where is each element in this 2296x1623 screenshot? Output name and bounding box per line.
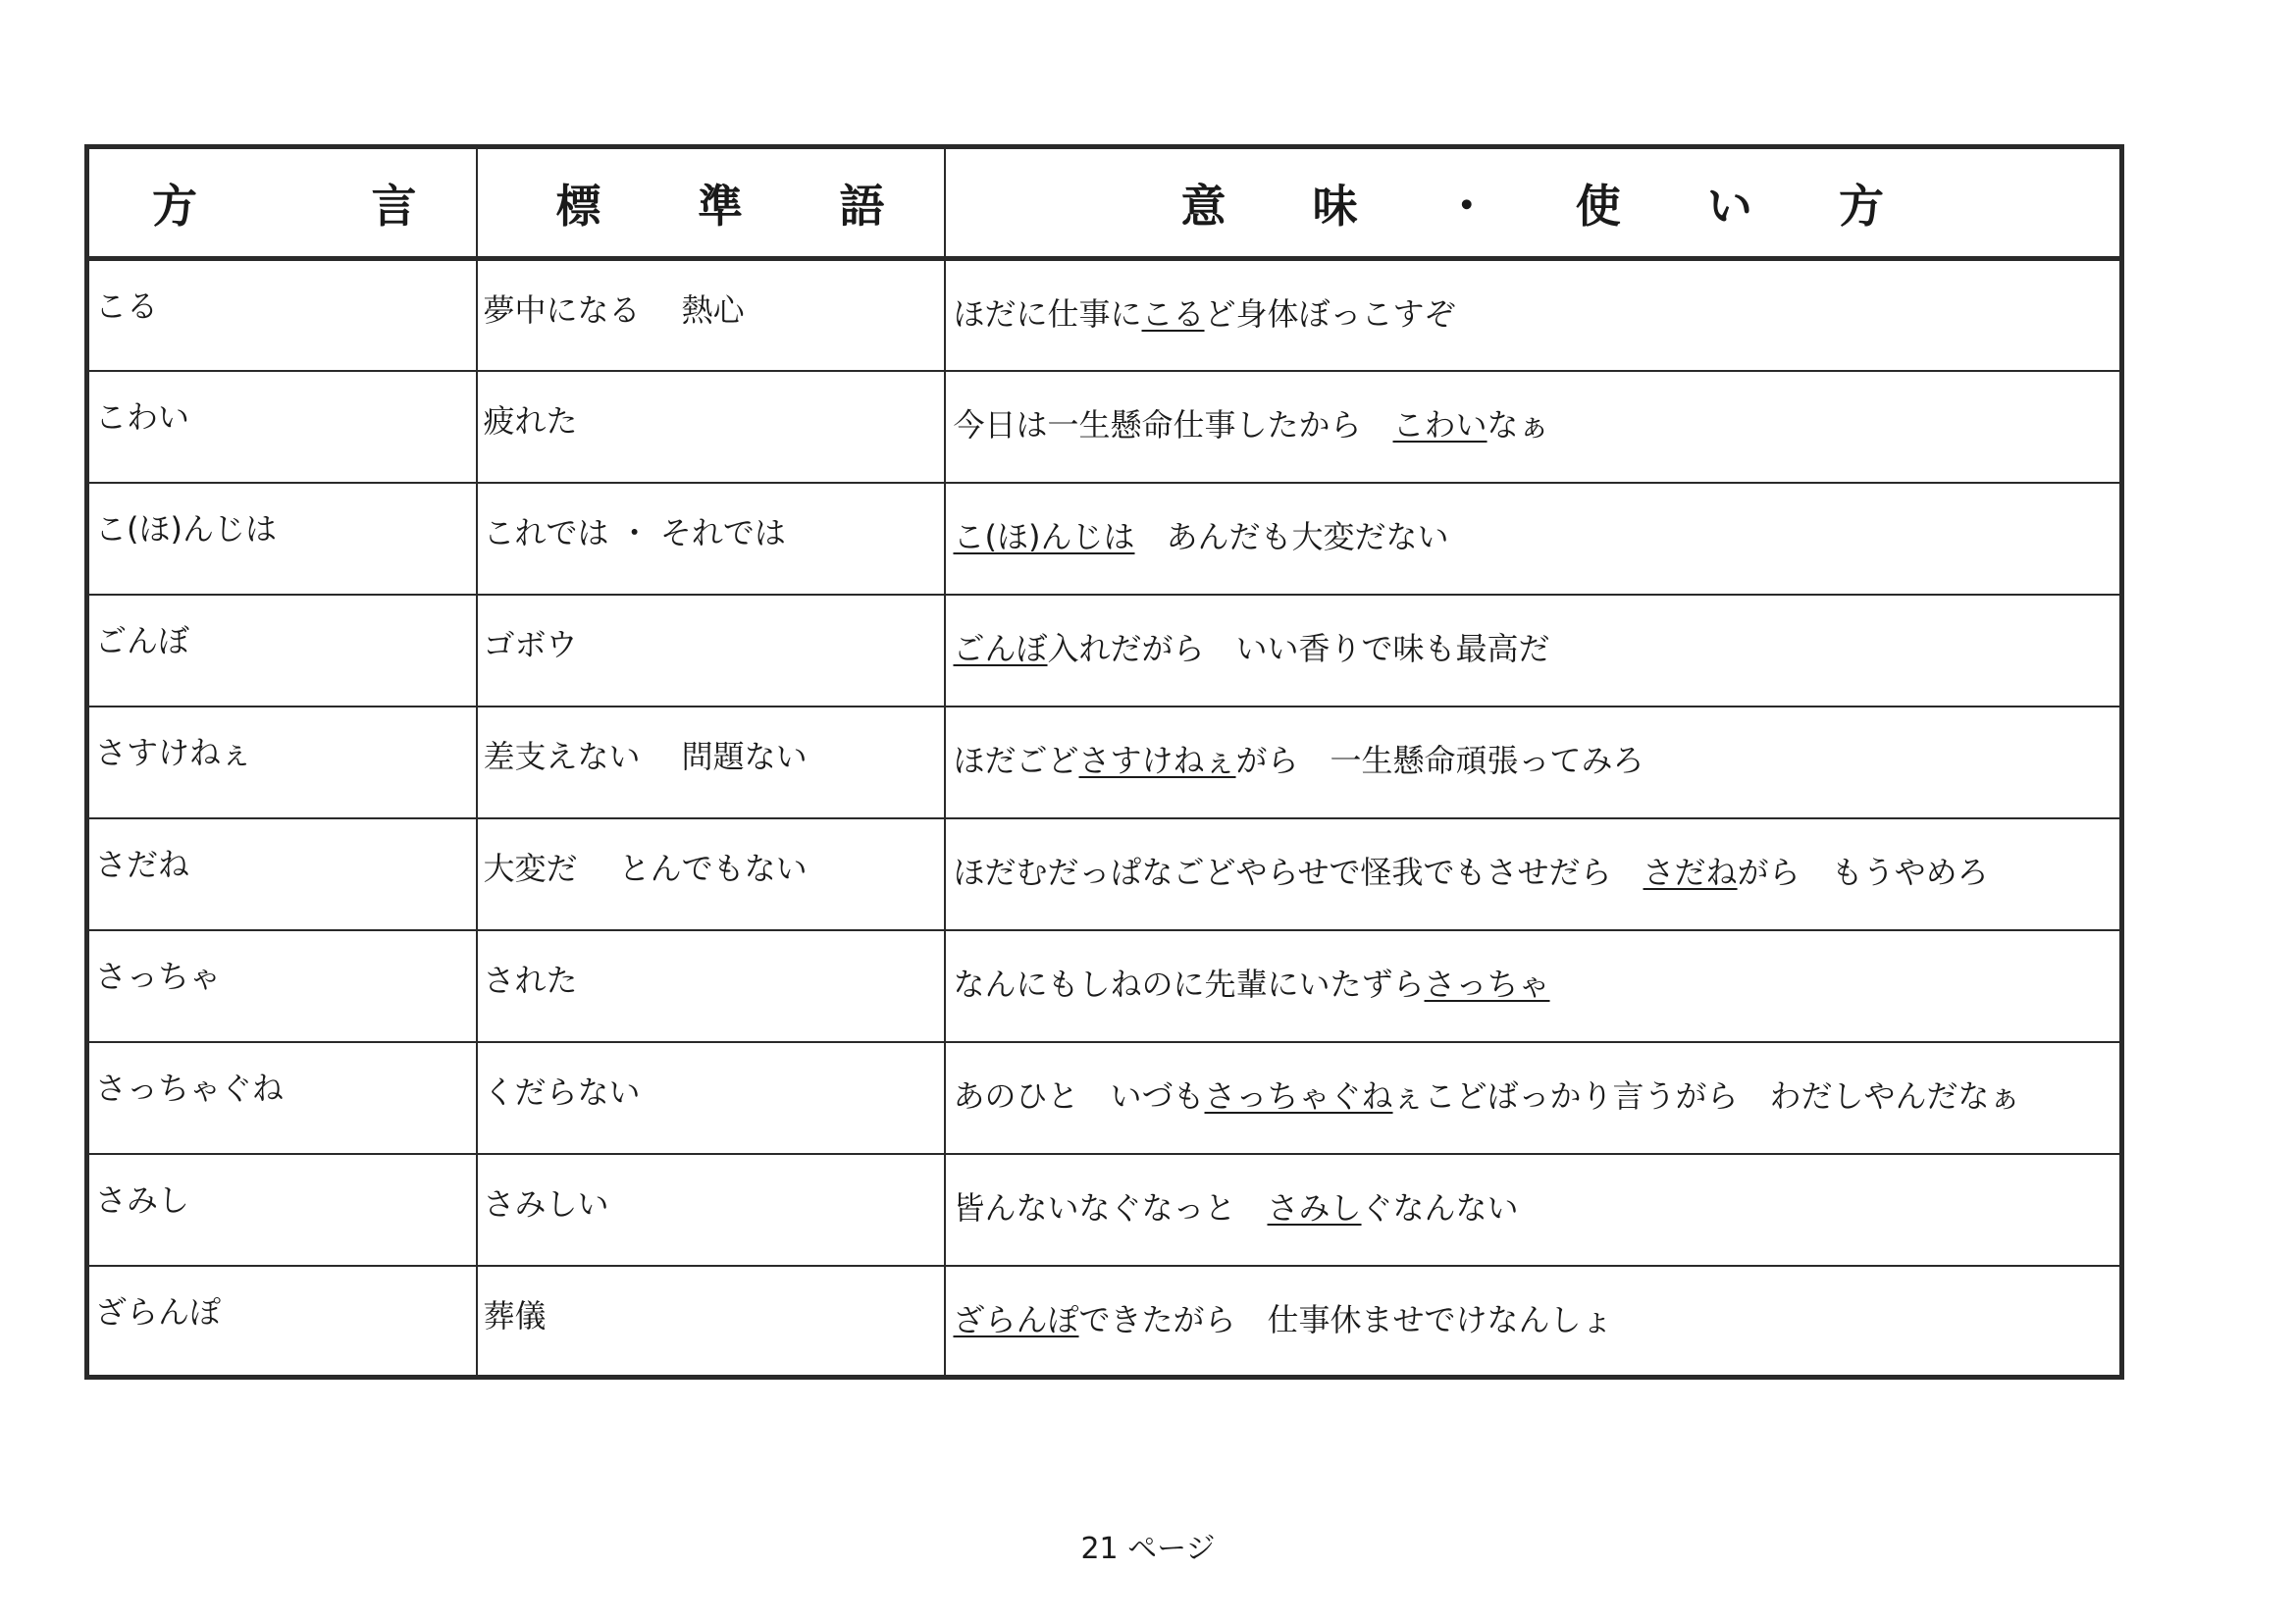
header-dialect bbox=[87, 147, 477, 259]
header-char: ・ bbox=[1443, 179, 1489, 233]
table-row bbox=[87, 707, 2122, 818]
dialect-cell: さみし bbox=[87, 1154, 477, 1266]
standard-cell: 差支えない 問題ない bbox=[477, 707, 945, 818]
usage-text: がら もうやめろ bbox=[1737, 853, 1989, 891]
standard-cell: さみしい bbox=[477, 1154, 945, 1266]
table-row bbox=[87, 1042, 2122, 1154]
usage-text: 皆んないなぐなっと bbox=[953, 1188, 1268, 1227]
usage-underlined-term: こわい bbox=[1392, 405, 1487, 444]
standard-cell: これでは ・ それでは bbox=[477, 483, 945, 595]
table-header bbox=[87, 147, 2122, 259]
usage-text: ほだむだっぱなごどやらせで怪我でもさせだら bbox=[953, 853, 1644, 891]
table-row bbox=[87, 1154, 2122, 1266]
usage-text: あんだも大変だない bbox=[1134, 517, 1449, 555]
usage-cell bbox=[945, 371, 2122, 483]
usage-text: ぐなんない bbox=[1361, 1188, 1519, 1227]
standard-cell: された bbox=[477, 930, 945, 1042]
header-standard bbox=[477, 147, 945, 259]
table-body bbox=[87, 259, 2122, 1378]
usage-underlined-term: ざらんぽ bbox=[953, 1300, 1079, 1338]
table-row bbox=[87, 1266, 2122, 1378]
header-char: 方 bbox=[152, 179, 197, 233]
usage-text: がら 一生懸命頑張ってみろ bbox=[1235, 741, 1644, 779]
header-usage-text bbox=[946, 171, 2120, 236]
header-char: 標 bbox=[555, 179, 601, 233]
standard-cell: 疲れた bbox=[477, 371, 945, 483]
usage-cell bbox=[945, 1266, 2122, 1378]
header-char: 意 bbox=[1180, 179, 1226, 233]
usage-underlined-term: ごんぼ bbox=[953, 629, 1048, 667]
header-char: い bbox=[1706, 179, 1752, 233]
usage-text: 入れだがら いい香りで味も最高だ bbox=[1047, 629, 1550, 667]
usage-underlined-term: さっちゃ bbox=[1424, 965, 1550, 1003]
header-dialect-text bbox=[89, 171, 476, 236]
usage-cell bbox=[945, 595, 2122, 707]
dialect-cell: さすけねぇ bbox=[87, 707, 477, 818]
header-char: 方 bbox=[1838, 179, 1884, 233]
dialect-cell: ごんぼ bbox=[87, 595, 477, 707]
usage-cell bbox=[945, 707, 2122, 818]
usage-underlined-term: さすけねぇ bbox=[1078, 741, 1236, 779]
dialect-cell: さだね bbox=[87, 818, 477, 930]
usage-cell bbox=[945, 1042, 2122, 1154]
table-row bbox=[87, 259, 2122, 371]
header-char: 準 bbox=[698, 179, 743, 233]
header-standard-text bbox=[478, 171, 944, 236]
dialect-table bbox=[84, 144, 2124, 1380]
table-row bbox=[87, 930, 2122, 1042]
usage-text: ほだに仕事に bbox=[953, 295, 1142, 333]
header-char: 言 bbox=[371, 179, 417, 233]
dialect-cell: さっちゃ bbox=[87, 930, 477, 1042]
page-number: 21 ページ bbox=[1080, 1532, 1216, 1566]
usage-underlined-term: さだね bbox=[1643, 853, 1738, 891]
usage-cell bbox=[945, 259, 2122, 371]
dialect-cell: ざらんぽ bbox=[87, 1266, 477, 1378]
usage-underlined-term: こ(ほ)んじは bbox=[953, 517, 1135, 555]
usage-cell bbox=[945, 930, 2122, 1042]
usage-text: なんにもしねのに先輩にいたずら bbox=[953, 965, 1425, 1003]
usage-text: できたがら 仕事休ませでけなんしょ bbox=[1078, 1300, 1613, 1338]
dialect-cell: こる bbox=[87, 259, 477, 371]
table-row bbox=[87, 818, 2122, 930]
usage-text: ほだごど bbox=[953, 741, 1079, 779]
standard-cell: 葬儀 bbox=[477, 1266, 945, 1378]
usage-underlined-term: こる bbox=[1141, 295, 1205, 333]
standard-cell: 夢中になる 熱心 bbox=[477, 259, 945, 371]
usage-cell bbox=[945, 1154, 2122, 1266]
standard-cell: くだらない bbox=[477, 1042, 945, 1154]
usage-text: なぁ bbox=[1487, 405, 1550, 444]
dialect-cell: さっちゃぐね bbox=[87, 1042, 477, 1154]
usage-text: あのひと いづも bbox=[953, 1076, 1205, 1115]
usage-cell bbox=[945, 483, 2122, 595]
table-row bbox=[87, 595, 2122, 707]
dialect-cell: こ(ほ)んじは bbox=[87, 483, 477, 595]
usage-text: 今日は一生懸命仕事したから bbox=[953, 405, 1393, 444]
header-row bbox=[87, 147, 2122, 259]
header-usage bbox=[945, 147, 2122, 259]
usage-text: ど身体ぼっこすぞ bbox=[1204, 295, 1456, 333]
dialect-cell: こわい bbox=[87, 371, 477, 483]
usage-cell bbox=[945, 818, 2122, 930]
usage-underlined-term: さっちゃぐね bbox=[1204, 1076, 1393, 1115]
table-row bbox=[87, 483, 2122, 595]
usage-underlined-term: さみし bbox=[1267, 1188, 1362, 1227]
table-row bbox=[87, 371, 2122, 483]
header-char: 語 bbox=[839, 179, 885, 233]
header-char: 使 bbox=[1575, 179, 1621, 233]
standard-cell: ゴボウ bbox=[477, 595, 945, 707]
usage-text: ぇこどばっかり言うがら わだしやんだなぁ bbox=[1392, 1076, 2021, 1115]
standard-cell: 大変だ とんでもない bbox=[477, 818, 945, 930]
header-char: 味 bbox=[1312, 179, 1358, 233]
